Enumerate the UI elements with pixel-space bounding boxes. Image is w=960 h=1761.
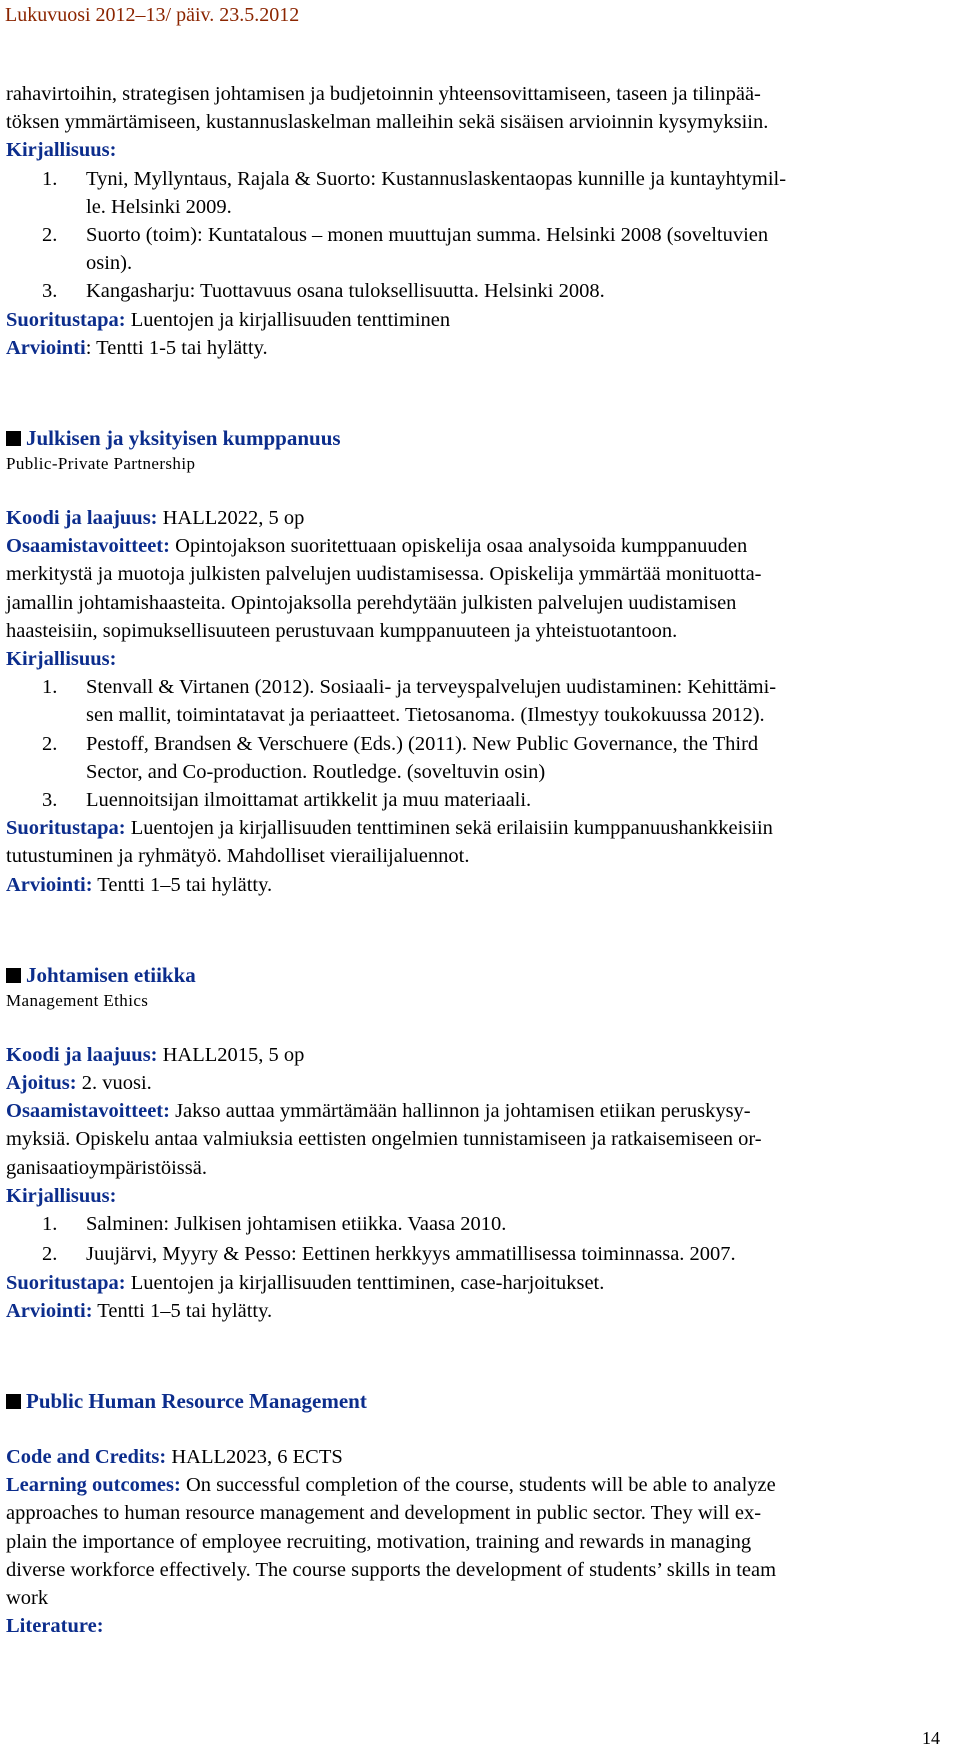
outcomes-line: work <box>6 1586 49 1609</box>
literature-label: Kirjallisuus: <box>6 648 117 671</box>
list-item <box>6 277 956 305</box>
outcomes-line: diverse workforce effectively. The course supports the development of students’ skills in team <box>6 1558 777 1581</box>
list-number: 1. <box>42 167 58 190</box>
method-text: Luentojen ja kirjallisuuden tenttiminen, case-harjoitukset. <box>125 1271 605 1294</box>
course-public-human-resource-management <box>6 1387 956 1640</box>
method-label: Suoritustapa: <box>6 308 126 331</box>
objectives-line: ganisaatioympäristöissä. <box>6 1156 207 1179</box>
objectives-line: jamallin johtamishaasteita. Opintojaksolla perehdytään julkisten palvelujen uudistamisen <box>6 591 737 614</box>
literature-list <box>6 1210 956 1268</box>
list-line: Suorto (toim): Kuntatalous – monen muuttujan summa. Helsinki 2008 (soveltuvien <box>86 224 769 247</box>
code-text: HALL2023, 6 ECTS <box>166 1445 343 1468</box>
list-number: 1. <box>42 676 58 699</box>
course-title-text: Julkisen ja yksityisen kumppanuus <box>26 426 341 451</box>
code-label: Code and Credits: <box>6 1445 167 1468</box>
objectives-label: Osaamistavoitteet: <box>6 535 170 558</box>
list-number: 2. <box>42 732 58 755</box>
list-number: 2. <box>42 224 58 247</box>
running-header: Lukuvuosi 2012–13/ päiv. 23.5.2012 <box>5 4 300 26</box>
code-line <box>6 1443 956 1471</box>
timing-label: Ajoitus: <box>6 1072 77 1095</box>
timing-line <box>6 1069 956 1097</box>
objectives-line: myksiä. Opiskelu antaa valmiuksia eettisten ongelmien tunnistamiseen ja ratkaisemiseen or- <box>6 1128 762 1151</box>
outcomes-line: plain the importance of employee recruiting, motivation, training and rewards in managing <box>6 1530 752 1553</box>
code-label: Koodi ja laajuus: <box>6 1043 158 1066</box>
outcomes-line: On successful completion of the course, students will be able to analyze <box>180 1474 776 1497</box>
text-line: rahavirtoihin, strategisen johtamisen ja budjetoinnin yhteensovittamiseen, taseen ja tilinpää- <box>6 83 761 105</box>
course-title <box>6 961 956 989</box>
list-item <box>6 786 956 814</box>
course-title <box>6 1387 956 1415</box>
list-line: Kangasharju: Tuottavuus osana tuloksellisuutta. Helsinki 2008. <box>86 280 605 303</box>
grading-text: : Tentti 1-5 tai hylätty. <box>85 336 268 359</box>
list-number: 1. <box>42 1213 58 1236</box>
method-label: Suoritustapa: <box>6 1271 126 1294</box>
square-bullet-icon <box>6 1394 21 1409</box>
list-line: le. Helsinki 2009. <box>86 195 232 218</box>
code-label: Koodi ja laajuus: <box>6 507 158 530</box>
objectives-paragraph <box>6 1097 956 1182</box>
outcomes-label: Learning outcomes: <box>6 1474 181 1497</box>
list-line: Luennoitsijan ilmoittamat artikkelit ja muu materiaali. <box>86 789 532 812</box>
timing-text: 2. vuosi. <box>76 1072 152 1095</box>
literature-label: Kirjallisuus: <box>6 139 117 162</box>
grading-text: Tentti 1–5 tai hylätty. <box>92 1299 273 1322</box>
method-line <box>6 1269 956 1297</box>
square-bullet-icon <box>6 968 21 983</box>
objectives-paragraph <box>6 532 956 645</box>
list-line: Stenvall & Virtanen (2012). Sosiaali- ja terveyspalvelujen uudistaminen: Kehittämi- <box>86 676 777 699</box>
page-number: 14 <box>922 1728 940 1748</box>
literature-label: Kirjallisuus: <box>6 1184 117 1207</box>
literature-list <box>6 673 956 814</box>
outcomes-line: approaches to human resource management and development in public sector. They will ex- <box>6 1502 762 1525</box>
grading-text: Tentti 1–5 tai hylätty. <box>92 873 273 896</box>
grading-line <box>6 334 956 362</box>
literature-list <box>6 165 956 306</box>
literature-label: Literature: <box>6 1615 104 1638</box>
text-line: töksen ymmärtämiseen, kustannuslaskelman malleihin sekä sisäisen arvioinnin kysymyksiin. <box>6 111 769 134</box>
course-subtitle: Public-Private Partnership <box>6 454 196 474</box>
list-line: Pestoff, Brandsen & Verschuere (Eds.) (2011). New Public Governance, the Third <box>86 732 759 755</box>
method-line <box>6 306 956 334</box>
list-line: osin). <box>86 252 133 275</box>
list-item <box>6 673 956 729</box>
grading-label: Arviointi <box>6 336 86 359</box>
course-title-text: Public Human Resource Management <box>26 1388 367 1413</box>
list-line: Sector, and Co-production. Routledge. (soveltuvin osin) <box>86 760 546 783</box>
previous-course-continuation <box>6 80 956 362</box>
list-line: Juujärvi, Myyry & Pesso: Eettinen herkkyys ammatillisessa toiminnassa. 2007. <box>86 1243 736 1266</box>
objectives-line: haasteisiin, sopimuksellisuuteen perustuvaan kumppanuuteen ja yhteistuotantoon. <box>6 619 678 642</box>
list-item <box>6 730 956 786</box>
grading-line <box>6 1297 956 1325</box>
list-line: Salminen: Julkisen johtamisen etiikka. Vaasa 2010. <box>86 1213 507 1236</box>
course-subtitle: Management Ethics <box>6 990 149 1010</box>
code-text: HALL2022, 5 op <box>162 507 305 530</box>
grading-line <box>6 871 956 899</box>
method-paragraph <box>6 814 956 870</box>
objectives-line: Opintojakson suoritettuaan opiskelija osaa analysoida kumppanuuden <box>169 535 748 558</box>
course-title-text: Johtamisen etiikka <box>26 962 196 987</box>
course-julkisen-ja-yksityisen-kumppanuus <box>6 424 956 899</box>
course-title <box>6 424 956 452</box>
code-text: HALL2015, 5 op <box>157 1043 305 1066</box>
objectives-label: Osaamistavoitteet: <box>6 1100 170 1123</box>
course-johtamisen-etiikka <box>6 961 956 1325</box>
objectives-line: merkitystä ja muotoja julkisten palvelujen uudistamisessa. Opiskelija ymmärtää monituotta- <box>6 563 762 586</box>
method-line: Luentojen ja kirjallisuuden tenttiminen sekä erilaisiin kumppanuushankkeisiin <box>125 817 773 840</box>
list-item <box>6 1210 956 1238</box>
list-item <box>6 1240 956 1268</box>
code-line <box>6 504 956 532</box>
grading-label: Arviointi: <box>6 873 93 896</box>
document-body <box>6 80 956 1640</box>
list-number: 3. <box>42 280 58 303</box>
list-item <box>6 165 956 221</box>
outcomes-paragraph <box>6 1471 956 1612</box>
method-line: tutustuminen ja ryhmätyö. Mahdolliset vierailijaluennot. <box>6 845 470 868</box>
objectives-line: Jakso auttaa ymmärtämään hallinnon ja johtamisen etiikan peruskysy- <box>169 1100 751 1123</box>
list-number: 3. <box>42 789 58 812</box>
list-number: 2. <box>42 1243 58 1266</box>
list-item <box>6 221 956 277</box>
code-line <box>6 1041 956 1069</box>
square-bullet-icon <box>6 431 21 446</box>
method-text: Luentojen ja kirjallisuuden tenttiminen <box>130 308 451 331</box>
grading-label: Arviointi: <box>6 1299 93 1322</box>
list-line: sen mallit, toimintatavat ja periaatteet. Tietosanoma. (Ilmestyy toukokuussa 2012). <box>86 704 765 727</box>
list-line: Tyni, Myllyntaus, Rajala & Suorto: Kustannuslaskentaopas kunnille ja kuntayhtymil- <box>86 167 787 190</box>
method-label: Suoritustapa: <box>6 817 126 840</box>
